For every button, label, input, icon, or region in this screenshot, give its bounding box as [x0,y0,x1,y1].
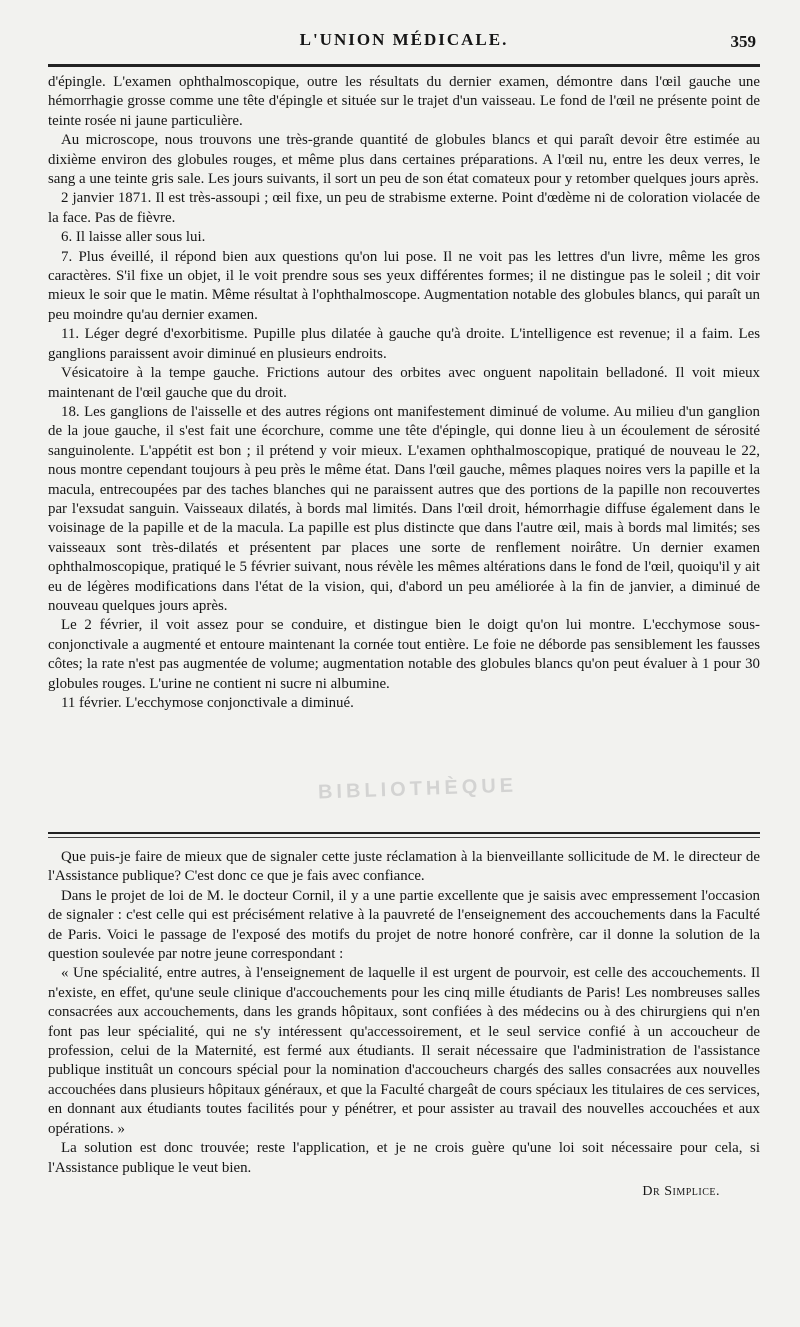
paragraph: Vésicatoire à la tempe gauche. Frictions autour des orbites avec onguent napolitain belladoné. Il voit mieux maintenant de l'œil gauche que du droit. [48,365,760,401]
section-divider [48,832,760,834]
paragraph: d'épingle. L'examen ophthalmoscopique, outre les résultats du dernier examen, démontre dans l'œil gauche une hémorrhagie grosse comme une tête d'épingle et située sur le trajet d'un vaisseau. Le fond de l'œil ne présente point de teinte rosée ni jaune particulière. [48,74,760,129]
paragraph: 11. Léger degré d'exorbitisme. Pupille plus dilatée à gauche qu'à droite. L'intelligence est revenue; il a faim. Les ganglions paraissent avoir diminué en plusieurs endroits. [48,326,760,362]
case-report-section [48,73,760,713]
quoted-passage: « Une spécialité, entre autres, à l'enseignement de laquelle il est urgent de pourvoir, est celle des accouchements. Il n'existe, en effet, qu'une seule clinique d'accouchements pour les cinq mille étudiants de Paris! Les nombreuses salles consacrées aux accouchements, dans les grands hôpitaux, sont confiées à des médecins ou à des chirurgiens qui n'en font pas leur spécialité, qui ne s'y intéressent qu'accessoirement, et le seul service confié à un accoucheur de profession, celui de la Maternité, est fermé aux étudiants. Il serait nécessaire que l'administration de l'assistance publique instituât un concours spécial pour la nomination d'accoucheurs chargés des salles consacrées aux nouvelles accouchées dans plusieurs hôpitaux généraux, et que la Faculté chargeât de cours spéciaux les titulaires de ces services, en donnant aux étudiants toutes facilités pour y pénétrer, et pour assister au travail des nouvelles accouchées et aux opérations. » [48,965,760,1137]
library-stamp: BIBLIOTHÈQUE [317,774,518,804]
paragraph: 2 janvier 1871. Il est très-assoupi ; œil fixe, un peu de strabisme externe. Point d'œdème ni de coloration violacée de la face. Pas de fièvre. [48,190,760,226]
page-number: 359 [730,32,756,51]
section-divider-thin [48,837,760,838]
correspondence-section [48,848,760,1200]
paragraph: 6. Il laisse aller sous lui. [61,229,206,246]
paragraph: Au microscope, nous trouvons une très-grande quantité de globules blancs et qui paraît devoir être estimée au dixième environ des globules rouges, et même plus dans certaines préparations. A l'œil nu, entre les deux verres, le sang a une teinte gris sale. Les jours suivants, il sort un peu de son état comateux pour y retomber quelques jours après. [48,132,760,188]
paragraph: 11 février. L'ecchymose conjonctivale a diminué. [61,695,354,711]
paragraph: 18. Les ganglions de l'aisselle et des autres régions ont manifestement diminué de volume. Au milieu d'un ganglion de la joue gauche, il s'est fait une écorchure, comme une tête d'épingle, qui donne lieu à un écoulement de sérosité sanguinolente. L'appétit est bon ; il prétend y voir mieux. L'examen ophthalmoscopique, pratiqué de nouveau le 22, nous montre cependant toujours à peu près le même état. Dans l'œil gauche, mêmes plaques noires vers la papille et la macula, entrecoupées par des taches blanches qui ne paraissent autres que des portions de la papille non recouvertes par l'exsudat sanguin. Vaisseaux dilatés, à bords mal limités. Dans l'œil droit, hémorrhagie diffuse également dans le voisinage de la papille et de la macula. La papille est plus distincte que dans l'autre œil, mais à bords mal limités; ses vaisseaux sont très-dilatés et présentent par places une sorte de renflement noirâtre. Un dernier examen ophthalmoscopique, pratiqué le 5 février suivant, nous révèle les mêmes altérations dans le fond de l'œil, quoiqu'il y ait eu de légères modifications dans l'état de la vision, qui, d'abord un peu améliorée à la fin de janvier, a diminué de nouveau quelques jours après. [48,403,760,614]
page-header [48,30,760,58]
running-title: L'UNION MÉDICALE. [299,30,509,49]
paragraph: La solution est donc trouvée; reste l'application, et je ne crois guère qu'une loi soit nécessaire pour cela, si l'Assistance publique le veut bien. [48,1140,760,1176]
paragraph: Que puis-je faire de mieux que de signaler cette juste réclamation à la bienveillante sollicitude de M. le directeur de l'Assistance publique? C'est donc ce que je fais avec confiance. [48,849,760,885]
paragraph: Dans le projet de loi de M. le docteur Cornil, il y a une partie excellente que je saisis avec empressement l'occasion de signaler : c'est celle qui est précisément relative à la pauvreté de l'enseignement des accouchements dans la Faculté de Paris. Voici le passage de l'exposé des motifs du projet de notre honoré confrère, car il donne la solution de la question soulevée par notre jeune correspondant : [48,887,760,963]
paragraph: Le 2 février, il voit assez pour se conduire, et distingue bien le doigt qu'on lui montre. L'ecchymose sous-conjonctivale a augmenté et entoure maintenant la cornée tout entière. Le foie ne déborde pas sensiblement les fausses côtes; la rate n'est pas augmentée de volume; augmentation notable des globules blancs qu'on peut évaluer à 1 pour 30 globules rouges. L'urine ne contient ni sucre ni albumine. [48,617,760,692]
paragraph: 7. Plus éveillé, il répond bien aux questions qu'on lui pose. Il ne voit pas les lettres d'un livre, même les gros caractères. S'il fixe un objet, il le voit prendre sous ses yeux différentes formes; il ne distingue pas le soleil ; dit voir mieux le soir que le matin. Même résultat à l'ophthalmoscope. Augmentation notable des globules blancs, qui paraît un peu moindre qu'au dernier examen. [48,248,760,323]
signature: Dr Simplice. [642,1183,720,1199]
header-rule [48,64,760,67]
